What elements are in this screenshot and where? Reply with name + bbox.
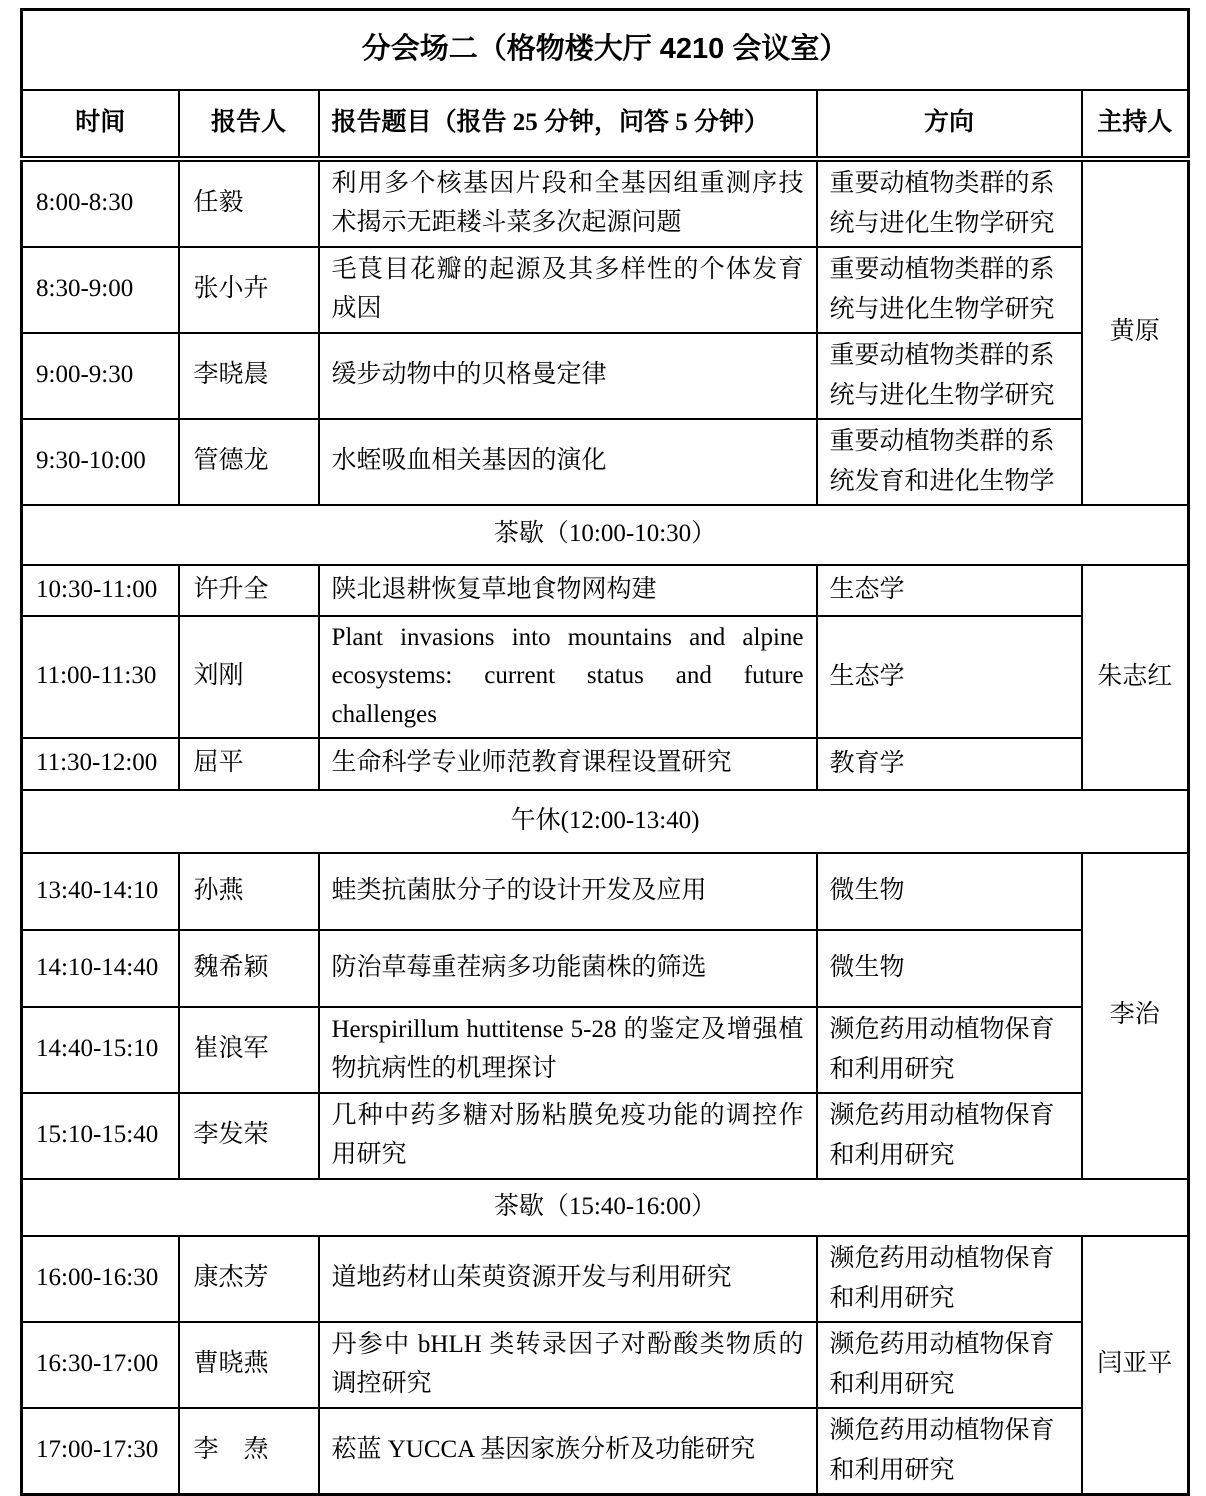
topic-cell: Plant invasions into mountains and alpine ecosystems: current status and future challenges: [319, 616, 817, 738]
chair-cell: 朱志红: [1082, 565, 1189, 790]
topic-cell: 毛茛目花瓣的起源及其多样性的个体发育成因: [319, 247, 817, 333]
direction-cell: 微生物: [817, 853, 1082, 930]
speaker-cell: 孙燕: [179, 853, 319, 930]
time-cell: 8:00-8:30: [22, 159, 179, 247]
direction-cell: 濒危药用动植物保育和利用研究: [817, 1236, 1082, 1322]
header-time: 时间: [22, 90, 179, 159]
topic-cell: 几种中药多糖对肠粘膜免疫功能的调控作用研究: [319, 1093, 817, 1179]
time-cell: 15:10-15:40: [22, 1093, 179, 1179]
header-row: [22, 90, 1189, 159]
time-cell: 10:30-11:00: [22, 565, 179, 616]
table-row: [22, 738, 1189, 790]
header-direction: 方向: [817, 90, 1082, 159]
table-row: [22, 159, 1189, 247]
direction-cell: 重要动植物类群的系统与进化生物学研究: [817, 247, 1082, 333]
topic-cell: 菘蓝 YUCCA 基因家族分析及功能研究: [319, 1408, 817, 1495]
direction-cell: 重要动植物类群的系统与进化生物学研究: [817, 333, 1082, 419]
topic-cell: 陕北退耕恢复草地食物网构建: [319, 565, 817, 616]
schedule-table: [20, 8, 1190, 1496]
table-row: [22, 616, 1189, 738]
topic-cell: 蛙类抗菌肽分子的设计开发及应用: [319, 853, 817, 930]
time-cell: 9:30-10:00: [22, 419, 179, 505]
speaker-cell: 崔浪军: [179, 1007, 319, 1093]
speaker-cell: 曹晓燕: [179, 1322, 319, 1408]
speaker-cell: 李发荣: [179, 1093, 319, 1179]
chair-cell: 闫亚平: [1082, 1236, 1189, 1495]
break-label: 茶歇（10:00-10:30）: [22, 505, 1189, 565]
topic-cell: 利用多个核基因片段和全基因组重测序技术揭示无距耧斗菜多次起源问题: [319, 159, 817, 247]
break-row: [22, 1179, 1189, 1236]
table-row: [22, 1322, 1189, 1408]
time-cell: 9:00-9:30: [22, 333, 179, 419]
speaker-cell: 张小卉: [179, 247, 319, 333]
title-row: [22, 10, 1189, 90]
topic-cell: 水蛭吸血相关基因的演化: [319, 419, 817, 505]
break-row: [22, 790, 1189, 853]
time-cell: 8:30-9:00: [22, 247, 179, 333]
break-row: [22, 505, 1189, 565]
time-cell: 11:00-11:30: [22, 616, 179, 738]
table-row: [22, 1236, 1189, 1322]
direction-cell: 生态学: [817, 565, 1082, 616]
topic-cell: 生命科学专业师范教育课程设置研究: [319, 738, 817, 790]
time-cell: 17:00-17:30: [22, 1408, 179, 1495]
table-row: [22, 1093, 1189, 1179]
table-row: [22, 333, 1189, 419]
speaker-cell: 康杰芳: [179, 1236, 319, 1322]
topic-cell: 道地药材山茱萸资源开发与利用研究: [319, 1236, 817, 1322]
direction-cell: 濒危药用动植物保育和利用研究: [817, 1322, 1082, 1408]
speaker-cell: 李晓晨: [179, 333, 319, 419]
direction-cell: 重要动植物类群的系统与进化生物学研究: [817, 159, 1082, 247]
direction-cell: 生态学: [817, 616, 1082, 738]
table-row: [22, 565, 1189, 616]
header-chair: 主持人: [1082, 90, 1189, 159]
speaker-cell: 任毅: [179, 159, 319, 247]
time-cell: 13:40-14:10: [22, 853, 179, 930]
break-label: 午休(12:00-13:40): [22, 790, 1189, 853]
table-row: [22, 247, 1189, 333]
time-cell: 16:00-16:30: [22, 1236, 179, 1322]
direction-cell: 濒危药用动植物保育和利用研究: [817, 1408, 1082, 1495]
table-row: [22, 853, 1189, 930]
chair-cell: 李治: [1082, 853, 1189, 1179]
time-cell: 14:10-14:40: [22, 930, 179, 1007]
direction-cell: 重要动植物类群的系统发育和进化生物学: [817, 419, 1082, 505]
topic-cell: 丹参中 bHLH 类转录因子对酚酸类物质的调控研究: [319, 1322, 817, 1408]
direction-cell: 濒危药用动植物保育和利用研究: [817, 1093, 1082, 1179]
time-cell: 16:30-17:00: [22, 1322, 179, 1408]
header-topic: 报告题目（报告 25 分钟，问答 5 分钟）: [319, 90, 817, 159]
table-row: [22, 1007, 1189, 1093]
table-row: [22, 419, 1189, 505]
speaker-cell: 许升全: [179, 565, 319, 616]
direction-cell: 濒危药用动植物保育和利用研究: [817, 1007, 1082, 1093]
chair-cell: 黄原: [1082, 159, 1189, 505]
speaker-cell: 管德龙: [179, 419, 319, 505]
page-title: 分会场二（格物楼大厅 4210 会议室）: [22, 10, 1189, 90]
speaker-cell: 屈平: [179, 738, 319, 790]
time-cell: 11:30-12:00: [22, 738, 179, 790]
speaker-cell: 魏希颖: [179, 930, 319, 1007]
header-speaker: 报告人: [179, 90, 319, 159]
time-cell: 14:40-15:10: [22, 1007, 179, 1093]
topic-cell: Herspirillum huttitense 5-28 的鉴定及增强植物抗病性的机理探讨: [319, 1007, 817, 1093]
table-row: [22, 1408, 1189, 1495]
direction-cell: 教育学: [817, 738, 1082, 790]
table-row: [22, 930, 1189, 1007]
direction-cell: 微生物: [817, 930, 1082, 1007]
topic-cell: 缓步动物中的贝格曼定律: [319, 333, 817, 419]
topic-cell: 防治草莓重茬病多功能菌株的筛选: [319, 930, 817, 1007]
speaker-cell: 刘刚: [179, 616, 319, 738]
break-label: 茶歇（15:40-16:00）: [22, 1179, 1189, 1236]
speaker-cell: 李 焘: [179, 1408, 319, 1495]
